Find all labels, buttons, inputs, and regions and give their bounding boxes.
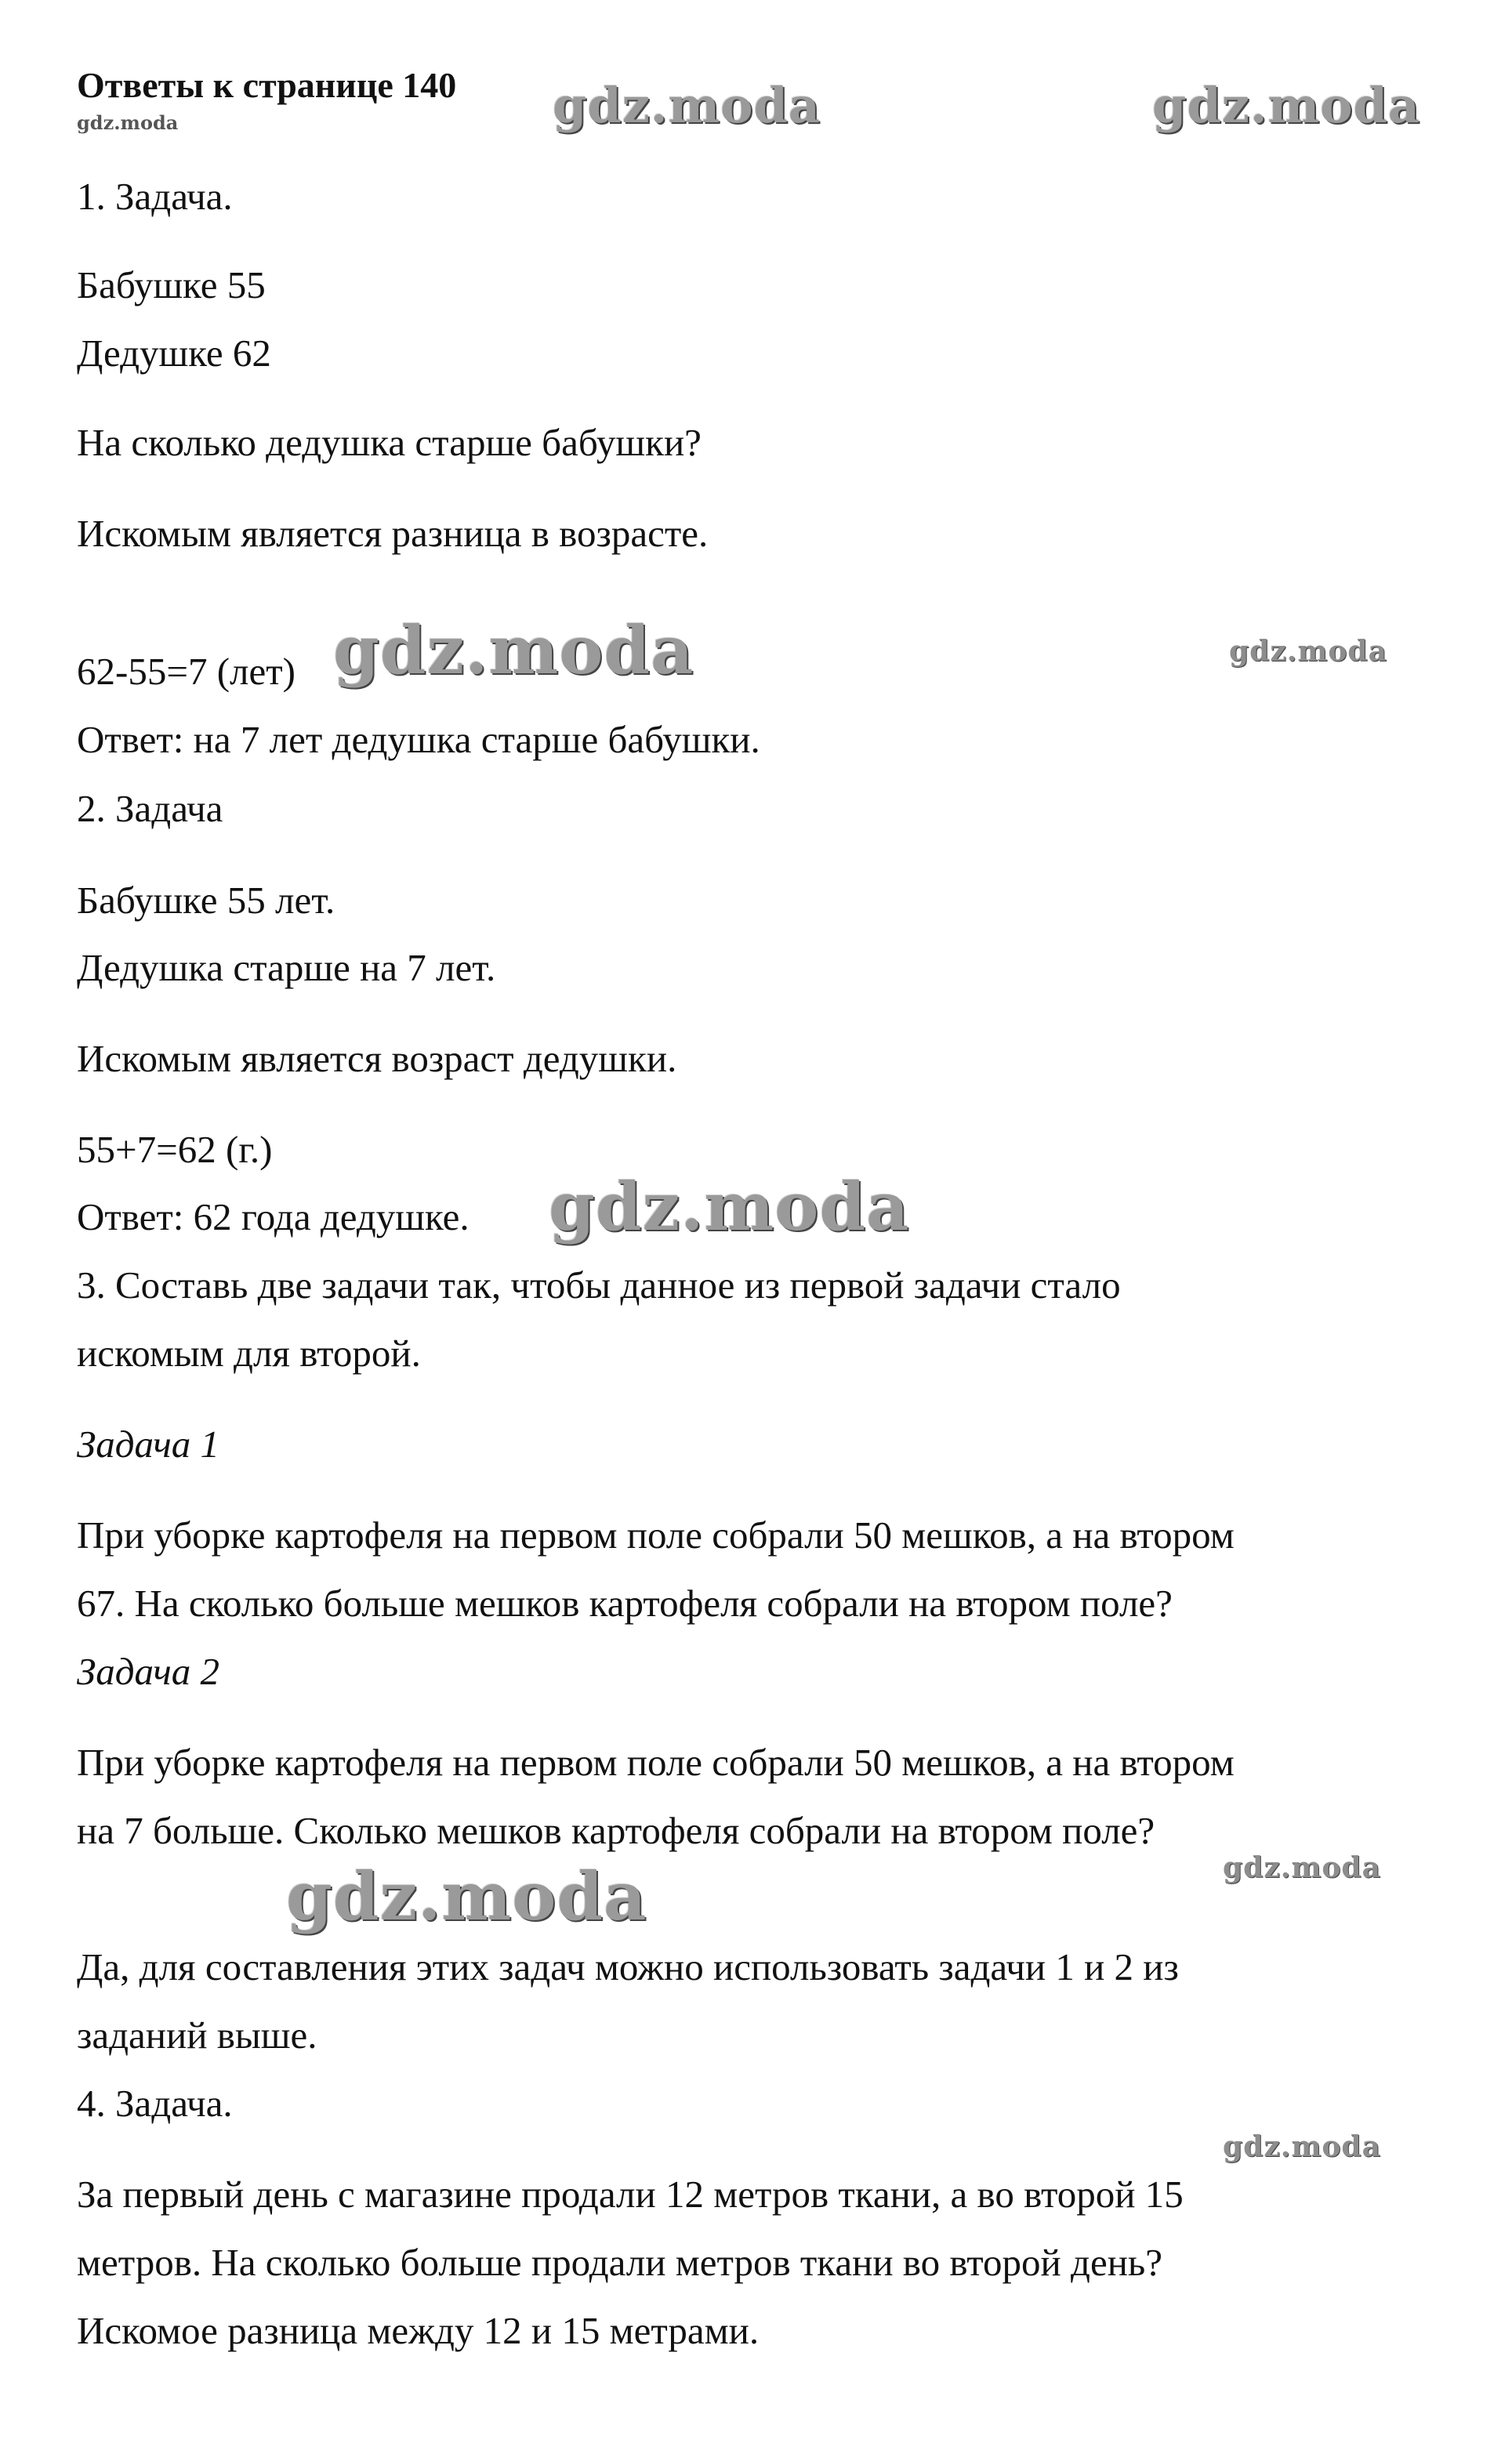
task-3-heading: 3. Составь две задачи так, чтобы данное из первой задачи стало xyxy=(77,1263,1121,1307)
watermark: gdz.moda xyxy=(286,1858,647,1935)
watermark: gdz.moda xyxy=(1223,1851,1381,1884)
text-line: Искомым является возраст дедушки. xyxy=(77,1037,677,1080)
text-line: При уборке картофеля на первом поле собрали 50 мешков, а на втором xyxy=(77,1513,1235,1557)
watermark: gdz.moda xyxy=(333,611,694,689)
page-title: Ответы к странице 140 xyxy=(77,65,457,105)
text-line: метров. На сколько больше продали метров ткани во второй день? xyxy=(77,2241,1163,2284)
subtask-2-heading: Задача 2 xyxy=(77,1650,220,1693)
text-line: На сколько дедушка старше бабушки? xyxy=(77,421,702,464)
watermark: gdz.moda xyxy=(77,111,179,134)
subtask-1-heading: Задача 1 xyxy=(77,1423,220,1466)
watermark: gdz.moda xyxy=(1223,2130,1381,2163)
equation-line: 55+7=62 (г.) xyxy=(77,1128,273,1171)
answer-line: Ответ: 62 года дедушке. xyxy=(77,1195,470,1238)
text-line: Бабушке 55 лет. xyxy=(77,879,335,922)
task-2-heading: 2. Задача xyxy=(77,787,223,830)
watermark: gdz.moda xyxy=(549,1168,910,1245)
text-line: Бабушке 55 xyxy=(77,263,266,306)
watermark: gdz.moda xyxy=(1229,635,1387,668)
answer-line: Ответ: на 7 лет дедушка старше бабушки. xyxy=(77,718,760,761)
text-line: За первый день с магазине продали 12 метров ткани, а во второй 15 xyxy=(77,2173,1184,2216)
text-line: Да, для составления этих задач можно использовать задачи 1 и 2 из xyxy=(77,1945,1179,1988)
watermark: gdz.moda xyxy=(1152,77,1420,134)
text-line: искомым для второй. xyxy=(77,1332,421,1375)
text-line: Дедушка старше на 7 лет. xyxy=(77,946,496,989)
watermark: gdz.moda xyxy=(553,77,821,134)
text-line: Искомое разница между 12 и 15 метрами. xyxy=(77,2309,760,2352)
text-line: на 7 больше. Сколько мешков картофеля собрали на втором поле? xyxy=(77,1809,1155,1852)
text-line: Дедушке 62 xyxy=(77,332,271,375)
text-line: заданий выше. xyxy=(77,2014,317,2057)
task-1-heading: 1. Задача. xyxy=(77,175,233,218)
task-4-heading: 4. Задача. xyxy=(77,2082,233,2125)
equation-line: 62-55=7 (лет) xyxy=(77,650,296,693)
text-line: При уборке картофеля на первом поле собрали 50 мешков, а на втором xyxy=(77,1741,1235,1784)
text-line: 67. На сколько больше мешков картофеля собрали на втором поле? xyxy=(77,1582,1173,1625)
text-line: Искомым является разница в возрасте. xyxy=(77,512,709,555)
